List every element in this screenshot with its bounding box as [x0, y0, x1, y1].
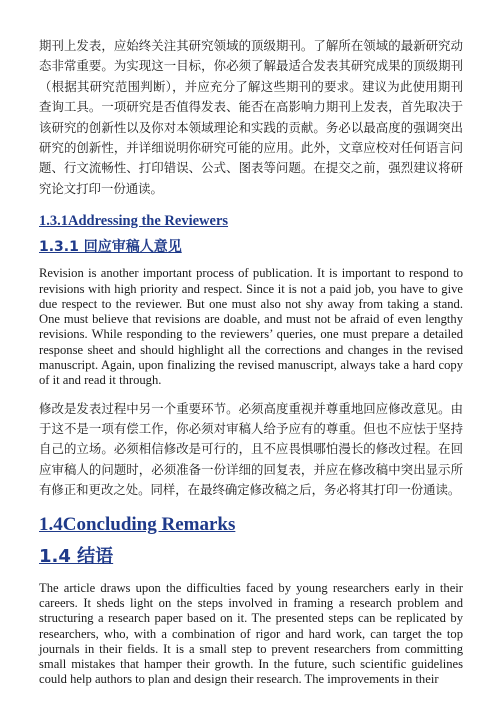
heading-1-4-zh: 1.4 结语 [39, 545, 114, 567]
heading-1-3-1-en: 1.3.1Addressing the Reviewers [39, 213, 229, 230]
paragraph-zh-revision: 修改是发表过程中另一个重要环节。必须高度重视并尊重地回应修改意见。由于这不是一项有偿工作，你必须对审稿人给予应有的尊重。但也不应怯于坚持自己的立场。必须相信修改是可行的，且不应畏惧哪怕漫长的修改过程。在回应审稿人的问题时，必须准备一份详细的回复表，并应在修改稿中突出显示所有修正和更改之处。同样，在最终确定修改稿之后，务必将其打印一份通读。 [39, 400, 463, 498]
heading-1-4-en: 1.4Concluding Remarks [39, 513, 236, 535]
paragraph-en-revision: Revision is another important process of publication. It is important to respond to revisions with high priority and respect. Since it is not a paid job, you have to give due respect to the reviewer. But one must also not shy away from taking a stand. One must believe that revisions are doable, and must not be afraid of even lengthy revisions. While responding to the reviewers’ queries, one must prepare a detailed response sheet and should highlight all the corrections and changes in the revised manuscript. Again, upon finalizing the revised manuscript, always take a hard copy of it and read it through. [39, 266, 463, 388]
heading-1-3-1-zh: 1.3.1 回应审稿人意见 [39, 239, 182, 256]
paragraph-en-conclusion: The article draws upon the difficulties faced by young researchers early in their careers. It sheds light on the steps involved in framing a research problem and structuring a research paper based on it. The presented steps can be replicated by researchers, who, with a combination of rigor and hard work, can target the top journals in their fields. It is a small step to prevent researchers from committing small mistakes that hamper their growth. In the future, such scientific guidelines could help authors to plan and design their research. The improvements in their [39, 580, 463, 687]
paragraph-zh-intro: 期刊上发表，应始终关注其研究领域的顶级期刊。了解所在领域的最新研究动态非常重要。为实现这一目标，你必须了解最适合发表其研究成果的顶级期刊（根据其研究范围判断），并应充分了解这些期刊的要求。建议为此使用期刊查询工具。一项研究是否值得发表、能否在高影响力期刊上发表，首先取决于该研究的创新性以及你对本领域理论和实践的贡献。务必以最高度的强调突出研究的创新性，并详细说明你研究可能的应用。此外，文章应校对任何语言问题、行文流畅性、打印错误、公式、图表等问题。在提交之前，强烈建议将研究论文打印一份通读。 [39, 38, 463, 196]
document-page [39, 36, 463, 688]
